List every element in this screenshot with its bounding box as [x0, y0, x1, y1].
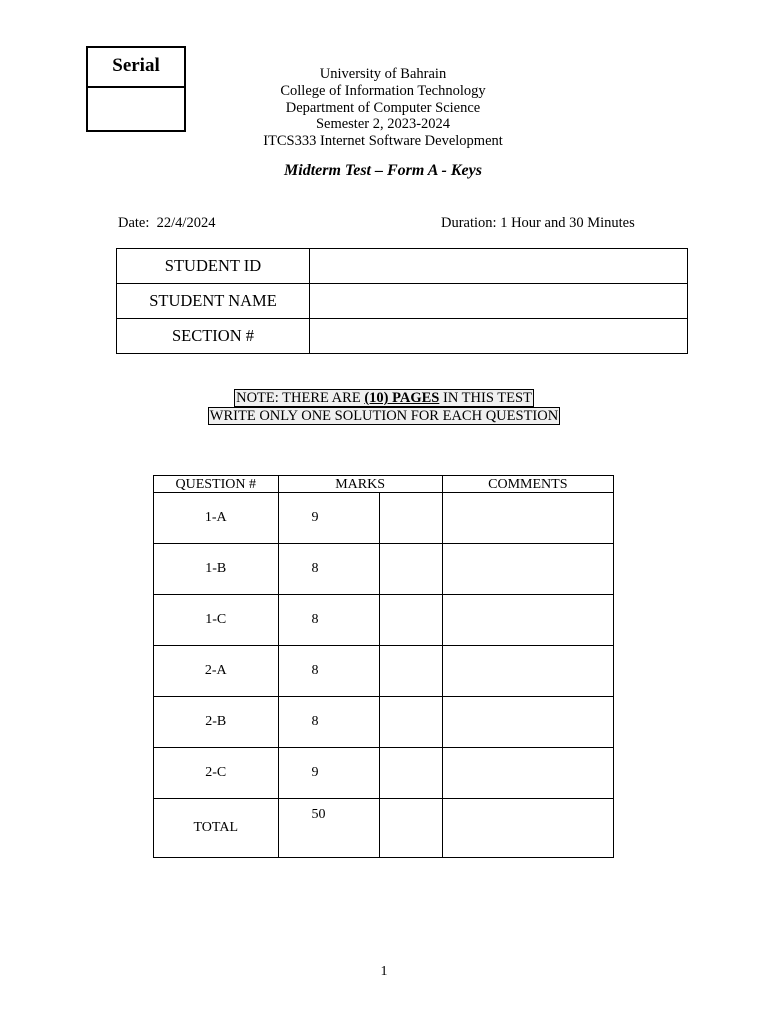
- student-info-table: [116, 248, 688, 354]
- comments-header: COMMENTS: [442, 476, 613, 493]
- duration-value: 1 Hour and 30 Minutes: [500, 215, 635, 231]
- section-field[interactable]: [310, 319, 688, 354]
- serial-label: Serial: [88, 48, 184, 88]
- date-value: 22/4/2024: [156, 215, 216, 231]
- question-cell: 1-B: [154, 544, 279, 595]
- department-name: Department of Computer Science: [285, 99, 481, 116]
- table-row: [154, 544, 614, 595]
- student-id-label: STUDENT ID: [117, 249, 310, 284]
- max-marks-cell: 8: [278, 646, 380, 697]
- max-marks-cell: 8: [278, 697, 380, 748]
- score-cell[interactable]: [380, 748, 443, 799]
- student-name-field[interactable]: [310, 284, 688, 319]
- document-header: [200, 66, 566, 150]
- note-line-1: [0, 389, 768, 407]
- marks-table-header: [154, 476, 614, 493]
- note-box-2: WRITE ONLY ONE SOLUTION FOR EACH QUESTION: [209, 408, 559, 424]
- student-name-row: [117, 284, 688, 319]
- score-cell[interactable]: [380, 697, 443, 748]
- score-cell[interactable]: [380, 646, 443, 697]
- max-marks-cell: 8: [278, 595, 380, 646]
- comment-cell[interactable]: [442, 748, 613, 799]
- college-name: College of Information Technology: [280, 82, 486, 99]
- note-prefix: NOTE: THERE ARE: [236, 390, 365, 406]
- university-name: University of Bahrain: [319, 66, 447, 82]
- comment-cell[interactable]: [442, 646, 613, 697]
- total-score-cell[interactable]: [380, 799, 443, 858]
- question-header: QUESTION #: [154, 476, 279, 493]
- student-name-label: STUDENT NAME: [117, 284, 310, 319]
- score-cell[interactable]: [380, 595, 443, 646]
- test-title: Midterm Test – Form A - Keys: [284, 162, 482, 179]
- question-cell: 2-C: [154, 748, 279, 799]
- course-name: ITCS333 Internet Software Development: [263, 133, 503, 150]
- total-label: TOTAL: [154, 799, 279, 858]
- question-cell: 1-A: [154, 493, 279, 544]
- comment-cell[interactable]: [442, 595, 613, 646]
- marks-table: [153, 475, 614, 858]
- table-row: [154, 595, 614, 646]
- max-marks-cell: 9: [278, 748, 380, 799]
- max-marks-cell: 9: [278, 493, 380, 544]
- question-cell: 1-C: [154, 595, 279, 646]
- date-line: [118, 215, 215, 232]
- question-cell: 2-B: [154, 697, 279, 748]
- note-page-count: (10) PAGES: [364, 390, 440, 406]
- note-box-1: [234, 389, 534, 407]
- table-row: [154, 493, 614, 544]
- table-row: [154, 748, 614, 799]
- score-cell[interactable]: [380, 493, 443, 544]
- section-row: [117, 319, 688, 354]
- score-cell[interactable]: [380, 544, 443, 595]
- note-line-2: [0, 407, 768, 425]
- page-number: 1: [380, 964, 388, 979]
- duration-line: [441, 215, 635, 232]
- duration-label: Duration:: [441, 215, 497, 231]
- section-label: SECTION #: [117, 319, 310, 354]
- comment-cell[interactable]: [442, 544, 613, 595]
- serial-value-field[interactable]: [88, 88, 184, 130]
- total-comment-cell[interactable]: [442, 799, 613, 858]
- total-max-marks: 50: [278, 799, 380, 858]
- note-suffix: IN THIS TEST: [439, 390, 532, 406]
- table-row: [154, 697, 614, 748]
- marks-header: MARKS: [278, 476, 442, 493]
- max-marks-cell: 8: [278, 544, 380, 595]
- student-id-field[interactable]: [310, 249, 688, 284]
- question-cell: 2-A: [154, 646, 279, 697]
- comment-cell[interactable]: [442, 697, 613, 748]
- comment-cell[interactable]: [442, 493, 613, 544]
- date-label: Date:: [118, 215, 150, 231]
- student-id-row: [117, 249, 688, 284]
- total-row: [154, 799, 614, 858]
- table-row: [154, 646, 614, 697]
- serial-box: [86, 46, 186, 132]
- semester: Semester 2, 2023-2024: [315, 116, 451, 133]
